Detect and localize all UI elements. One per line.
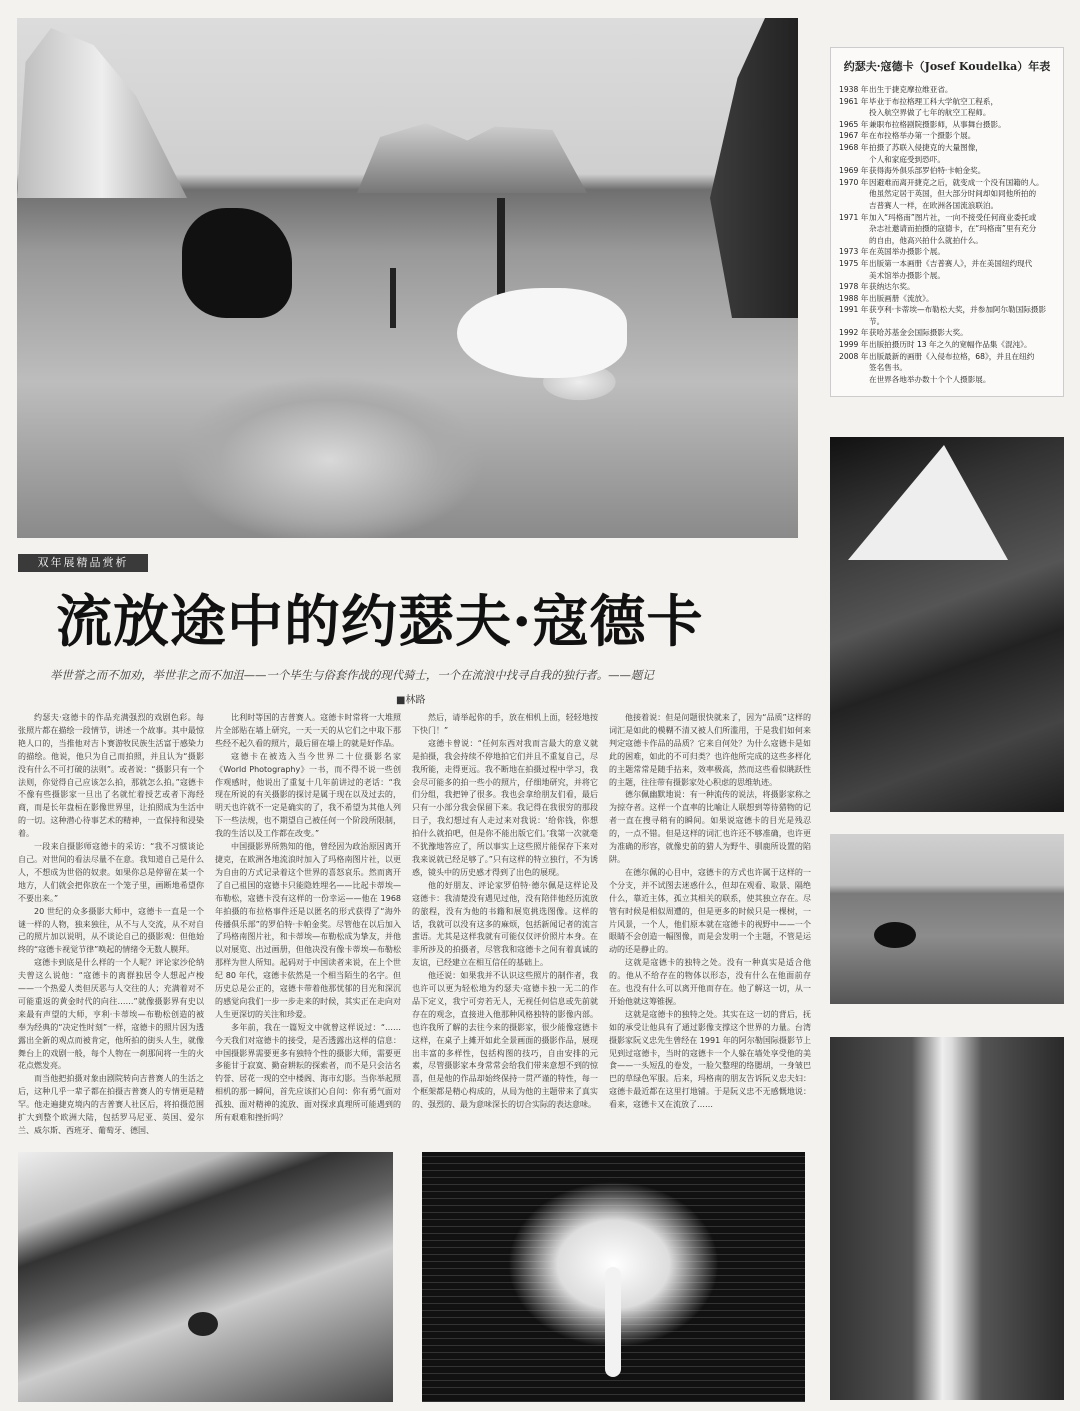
headline: 流放途中的约瑟夫·寇德卡 — [56, 589, 704, 655]
post-shape — [390, 268, 396, 328]
field-pig-photo — [830, 834, 1064, 1004]
path-turtle-photo — [18, 1152, 393, 1402]
chronology-event: 美术馆举办摄影个展。 — [869, 270, 945, 280]
chronology-event: 吉普赛人一样，在欧洲各国流浪联泊。 — [869, 200, 999, 210]
article-column-2 — [215, 712, 401, 1125]
chronology-event: 在英国举办摄影个展。 — [869, 247, 945, 257]
chronology-row — [839, 304, 1055, 327]
article-paragraph: 寇德卡在被选入当今世界二十位摄影名家《World Photography》一书，而不得不说一些创作观感时，他说出了重复十几年前讲过的老话：“我现在所说的有关摄影的探讨是属于现在以及过去的，明天也许就不一定是确实的了，我不希望为其他人列下一些法规，也不期望自己被任何一个阶段所限制，我的生活以及工作都在改变。” — [215, 751, 401, 839]
chronology-year — [839, 107, 869, 119]
article-paragraph: 而当他把拍摄对象由剧院转向吉普赛人的生活之后，这种几乎一辈子都在拍摄吉普赛人的专情更是精罕。他走遍捷克境内的吉普赛人社区后，将拍摄范围扩大到整个欧洲大陆，包括罗马尼亚、英国、爱尔兰、威尔斯、西班牙、葡萄牙、德国、 — [18, 1074, 204, 1135]
chronology-year — [839, 223, 869, 235]
article-paragraph: 20 世纪的众多摄影大师中，寇德卡一直是一个谜一样的人物，独来独往，从不与人交流，从不对自己的照片加以说明，从不谈论自己的摄影观：但他始终的“寇德卡视觉节律”唤起的情绪令无数人膜拜。 — [18, 906, 204, 955]
chronology-event: 的自由，他高兴拍什么就拍什么。 — [869, 235, 983, 245]
article-column-4 — [609, 712, 811, 1112]
chronology-title: 约瑟夫·寇德卡（Josef Koudelka）年表 — [843, 60, 1051, 73]
chronology-event: 毕业于布拉格理工科大学航空工程系， — [869, 96, 999, 106]
peacock-cage-photo — [422, 1152, 805, 1402]
chronology-year: 1973 年 — [839, 247, 869, 257]
chronology-row — [839, 281, 1055, 293]
chronology-year: 1999 年 — [839, 340, 869, 350]
article-paragraph: 一段来自摄影师寇德卡的采访：“我不习惯谈论自己。对世间的看法尽量不在意。我知道自己是什么人，不想成为世俗的奴隶。如果你总是停留在某一个地方，人们就会把你放在一个笼子里，画断地希望你不要出来。” — [18, 842, 204, 903]
chronology-event: 出版第一本画册《吉普赛人》，并在美国纽约现代 — [869, 258, 1033, 268]
chronology-year — [839, 200, 869, 212]
byline: ■林路 — [396, 695, 426, 706]
article-column-3 — [412, 712, 598, 1112]
article-paragraph: 他还说：如果我并不认识这些照片的制作者，我也许可以更为轻松地为约瑟夫·寇德卡独一无二的作品下定义，我宁可旁若无人，无视任何信息或先前就存在的观念，直接进入他那种风格独特的影像内部。也许我所了解的去往今来的摄影家，很少能像寇德卡这样，在桌子上摊开如此全景画面的摄影作品，展现出丰富的多样性，包括构图的技巧，自由安排的元素，尽管摄影家本身常常会给我们带来意想不到的惊喜，但是他的作品却始终保持一贯严谨的特性，每一个框架都是精心构成的，从局为他的主题带来了真实的、强烈的、最为意味深长的切合实际的表达意味。 — [412, 971, 598, 1110]
article-paragraph: 他的好朋友、评论家罗伯特·德尔佩是这样论及寇德卡：我清楚没有遇见过他，没有陪伴他经历流放的旅程，没有为他的书籍和展览挑选图像。这样的话，我就可以没有这多的麻烦，包括新闻记者的流言蜚语。尤其是这样我就有可能仅仅评价照片本身。在非所涉及的拍摄者，尽管我和寇德卡之间有着真诚的友谊，已经建立在相互信任的基础上。 — [412, 880, 598, 968]
chronology-year: 1970 年 — [839, 177, 869, 187]
chronology-year — [839, 154, 869, 166]
article-paragraph: 这就是寇德卡的独特之处。其实在这一切的背后，抚如的承受让他具有了通过影像支撑这个世界的力量。台湾摄影家阮义忠先生曾经在 1991 年的阿尔勒国际摄影节上见到过寇德卡，当时的寇德卡一个人躲在墙处享受他的美食——一头短乱的卷发，一脸欠整理的络腮胡，一身皱巴巴的草绿色军服。后来，玛格南的朋友告诉阮义忠夫妇：寇德卡最近都在这里打地铺。于是阮义忠不无感慨地说：看来，寇德卡又在流放了…… — [609, 1009, 811, 1110]
section-tag: 双年展精品赏析 — [18, 554, 148, 572]
chronology-event: 出版画册《流放》。 — [869, 293, 934, 303]
chronology-event: 获哈苏基金会国际摄影大奖。 — [869, 328, 968, 338]
article-paragraph: 这就是寇德卡的独特之处。没有一种真实是适合他的。他从不给存在的物体以形态，没有什么在他面前存在。也没有什么可以离开他而存在。他了解这一切，从一开始他就这筹锥握。 — [609, 958, 811, 1006]
subtitle: 举世誉之而不加劝，举世非之而不加沮——一个毕生与俗套作战的现代骑士，一个在流浪中找寻自我的独行者。——题记 — [50, 668, 654, 682]
chronology-year: 1992 年 — [839, 328, 869, 338]
chronology-event: 出版最新的画册《入侵布拉格，68》，并且在纽约 — [869, 351, 1035, 361]
article-paragraph: 然后，请举起你的手，放在相机上面，轻轻地按下快门！” — [412, 713, 598, 735]
chronology-year: 1975 年 — [839, 258, 869, 268]
chronology-year — [839, 270, 869, 282]
chronology-year — [839, 362, 869, 374]
article-paragraph: 寇德卡曾说：“任何东西对我而言最大的意义就是拍摄，我会持续不停地拍它们并且不重复自己，尽我所能，走得更远。我不断地在拍摄过程中学习，我会尽可能多的拍一些小的照片，仔细地研究，并将它们分组，我把钟了很多。我也会拿给朋友们看，最后只有一小部分我会保留下来。我记得在我很穷的那段日子，我幻想过有人走过来对我说：‘给你钱，你想拍什么就拍吧，但是你不能出版它们。’我第一次就毫不犹豫地答应了，所以事实上这些照片能保存下来对我来说就已经足够了。”只有这样的特立独行，不为诱惑，镜头中的历史感才得到了出色的展现。 — [412, 738, 598, 877]
article-paragraph: 他接着说：但是问题很快就来了，因为“品质”这样的词汇是如此的模糊不清又被人们所滥用，于是我们如何来判定寇德卡作品的品质？它来自何处？为什么寇德卡是如此的困难，如此的不可归类？也许他所完成的这些多样化的主题常常是随手拈来，效率极高，然而这些看似眺跃性的主题，往往带有摄影家处心积虑的思维轨迹。 — [609, 713, 811, 787]
chronology-year: 1978 年 — [839, 282, 869, 292]
chronology-event: 个人和家庭受到恐吓。 — [869, 154, 945, 164]
chronology-row — [839, 107, 1055, 119]
article-paragraph: 多年前，我在一篇短文中就曾这样说过：“……今天我们对寇德卡的接受，是否透露出这样的信息：中国摄影界需要更多有独特个性的摄影大师，需要更多能甘于寂寞、勤奋耕耘的探索者，而不是只会沽名钓誉、居花一现的空中楼阁、海市幻影。当你举起照相机的那一瞬间，首先应该扪心自问：你有勇气面对孤独、面对精神的流放、面对探求真理所可能遇到的所有艰难和挫折吗？ — [215, 1022, 401, 1123]
chronology-row — [839, 177, 1055, 189]
chronology-event: 在世界各地举办数十个个人摄影展。 — [869, 374, 991, 384]
chronology-row — [839, 130, 1055, 142]
chronology-year: 2008 年 — [839, 351, 869, 361]
middle-rock-shape — [357, 123, 587, 193]
chronology-year: 1971 年 — [839, 212, 869, 222]
chronology-event: 兼职布拉格剧院摄影师，从事舞台摄影。 — [869, 119, 1006, 129]
article-paragraph: 中国摄影界所熟知的他，曾经因为政治原因离开捷克，在欧洲各地流浪时加入了玛格南图片社，以更为自由的方式记录着这个世界的喜怒哀乐。然而离开了自己祖国的寇德卡只能隐姓埋名——比起卡蒂埃—布勒松，寇德卡没有这样的一份幸运——他在 1968 年拍摄的布拉格事件还是以匿名的形式获得了“海外传播俱乐部”的罗伯特·卡帕金奖。尽管他在以后加入了玛格南图片社，和卡蒂埃—布勒松成为挚友，并他以对展览、出过画册，但他决没有像卡蒂埃—布勒松那样为世人所知。起码对于中国读者来说，在上个世纪 80 年代，寇德卡依然是一个相当陌生的名字。但历史总是公正的，寇德卡带着他那忧郁的目光和深沉的感觉向我们一步一步走来的时候，其实正在走向对人生更深切的关注和珍爱。 — [215, 842, 401, 1019]
chronology-event: 签名售书。 — [869, 363, 907, 373]
chronology-event: 出生于捷克摩拉维亚省。 — [869, 85, 953, 94]
chronology-event: 获得海外俱乐部罗伯特·卡帕金奖。 — [869, 166, 986, 176]
white-hut-photo — [830, 437, 1064, 812]
chronology-year: 1968 年 — [839, 142, 869, 152]
chronology-row — [839, 293, 1055, 305]
chronology-row — [839, 270, 1055, 282]
turtle-shape — [188, 1312, 218, 1336]
left-cliff-shape — [17, 28, 187, 198]
chronology-row — [839, 374, 1055, 386]
chronology-event: 获亨利·卡蒂埃—布勒松大奖，并参加阿尔勒国际摄影节。 — [869, 305, 1047, 326]
chronology-row — [839, 362, 1055, 374]
chronology-row — [839, 327, 1055, 339]
chronology-year: 1991 年 — [839, 305, 869, 315]
water-channel-photo — [830, 1037, 1064, 1400]
hut-roof-shape — [848, 445, 1008, 560]
chronology-event: 加入“玛格南”图片社，一向不接受任何商业委托或 — [869, 212, 1037, 222]
chronology-year: 1969 年 — [839, 166, 869, 176]
right-cliff-shape — [688, 18, 798, 318]
chronology-row — [839, 223, 1055, 235]
article-paragraph: 德尔佩幽默地说：有一种流传的说法，将摄影家称之为掠夺者。这样一个直率的比喻让人联想到等待猎物的记者一直在搜寻稍有的瞬间。如果说寇德卡的目光是残忍的，一点不错。但是这样的词汇也许还不够准确，也许更为准确的形容，就像史前的猎人为野牛、驯鹿所设置的陷阱。 — [609, 790, 811, 864]
chronology-row — [839, 84, 1055, 96]
chronology-box — [830, 47, 1064, 397]
chronology-event: 投入航空界做了七年的航空工程师。 — [869, 108, 991, 118]
sea-rocks-dogs-photo — [17, 18, 798, 538]
chronology-year — [839, 188, 869, 200]
article-paragraph: 约瑟夫·寇德卡的作品充满强烈的戏剧色彩。每张照片都在描绘一段情节，讲述一个故事。其中最惊艳人口的，当推他对吉卜赛游牧民族生活富于感染力的描绘。他说，他只为自己而拍照，并且认为“摄影没有什么不可打破的法则”。或者说：“摄影只有一个法则，你觉得自己应该怎么拍，那就怎么拍。”寇德卡不像有些摄影家一旦出了名就忙着授艺或者下海经商，而是长年盘桓在影像世界里，让拍照成为生活中的一切。这种潜心待事艺术的精神，一直保持和浸染着。 — [18, 713, 204, 839]
chronology-row — [839, 119, 1055, 131]
chronology-row — [839, 235, 1055, 247]
chronology-row — [839, 142, 1055, 154]
chronology-event: 获纳达尔奖。 — [869, 282, 915, 292]
pig-shape — [874, 922, 916, 948]
chronology-row — [839, 165, 1055, 177]
chronology-event: 拍摄了苏联入侵捷克的大量图像， — [869, 142, 983, 152]
chronology-year — [839, 374, 869, 386]
article-paragraph: 比利时等国的吉普赛人。寇德卡时常将一大堆照片全部贴在墙上研究，一天一天的从它们之中取下那些经不起久看的照片，最后留在墙上的就是好作品。 — [215, 713, 401, 748]
chronology-row — [839, 96, 1055, 108]
chronology-row — [839, 154, 1055, 166]
chronology-year: 1961 年 — [839, 96, 869, 106]
chronology-event: 出版拍摄历时 13 年之久的宽幅作品集《混沌》。 — [869, 340, 1032, 350]
chronology-year: 1967 年 — [839, 131, 869, 141]
white-dog-shape — [457, 288, 627, 378]
chronology-event: 因避难而离开捷克之后，就变成一个没有国籍的人。 — [869, 177, 1044, 187]
chronology-list — [839, 84, 1055, 385]
chronology-row — [839, 200, 1055, 212]
article-paragraph: 在德尔佩的心目中，寇德卡的方式也许属于这样的一个分支，并不试图去迷惑什么，但却在观看、取景、隔绝什么，靠近主体，孤立其相关的联系，使其独立存在。尽管有时候是相似周遭的，但是更多的时候只是一棵树，一片风景，一个人，他们原本就在寇德卡的视野中——一个眼睛不会创造一幅图像，而是会发明一个主题，不管是运动的还是静止的。 — [609, 867, 811, 955]
chronology-event: 在布拉格举办第一个摄影个展。 — [869, 131, 976, 141]
chronology-row — [839, 351, 1055, 363]
chronology-row — [839, 212, 1055, 224]
chronology-row — [839, 246, 1055, 258]
chronology-event: 杂志社邀请而拍摄的寇德卡，在“玛格南”里有充分 — [869, 224, 1037, 234]
chronology-event: 他虽然定居于英国，但大部分时间却如同他所拍的 — [869, 189, 1037, 199]
chronology-row — [839, 339, 1055, 351]
chronology-row — [839, 188, 1055, 200]
post-shape — [497, 198, 505, 308]
peacock-neck-shape — [605, 1267, 621, 1377]
article-column-1 — [18, 712, 204, 1138]
chronology-row — [839, 258, 1055, 270]
chronology-year — [839, 235, 869, 247]
chronology-year: 1988 年 — [839, 293, 869, 303]
chronology-year: 1965 年 — [839, 119, 869, 129]
chronology-year: 1938 年 — [839, 85, 869, 94]
black-dog-shape — [182, 208, 292, 318]
article-paragraph: 寇德卡到底是什么样的一个人呢？评论家沙伦纳夫曾这么说他：“寇德卡的离群独居令人想起卢梭——一个热爱人类但厌恶与人交往的人；充满着对不可能重返的黄金时代的向往……”就像摄影界有史以来最有声望的大师，亨利·卡蒂埃—布勒松创造的被奉为经典的“决定性时刻”一样，寇德卡的照片因为透露出全新的观点而被肯定，他所拍的街头人生，就像舞台上的戏剧一般，每个人物在一刹那间将一生的火花点燃发亮。 — [18, 958, 204, 1071]
